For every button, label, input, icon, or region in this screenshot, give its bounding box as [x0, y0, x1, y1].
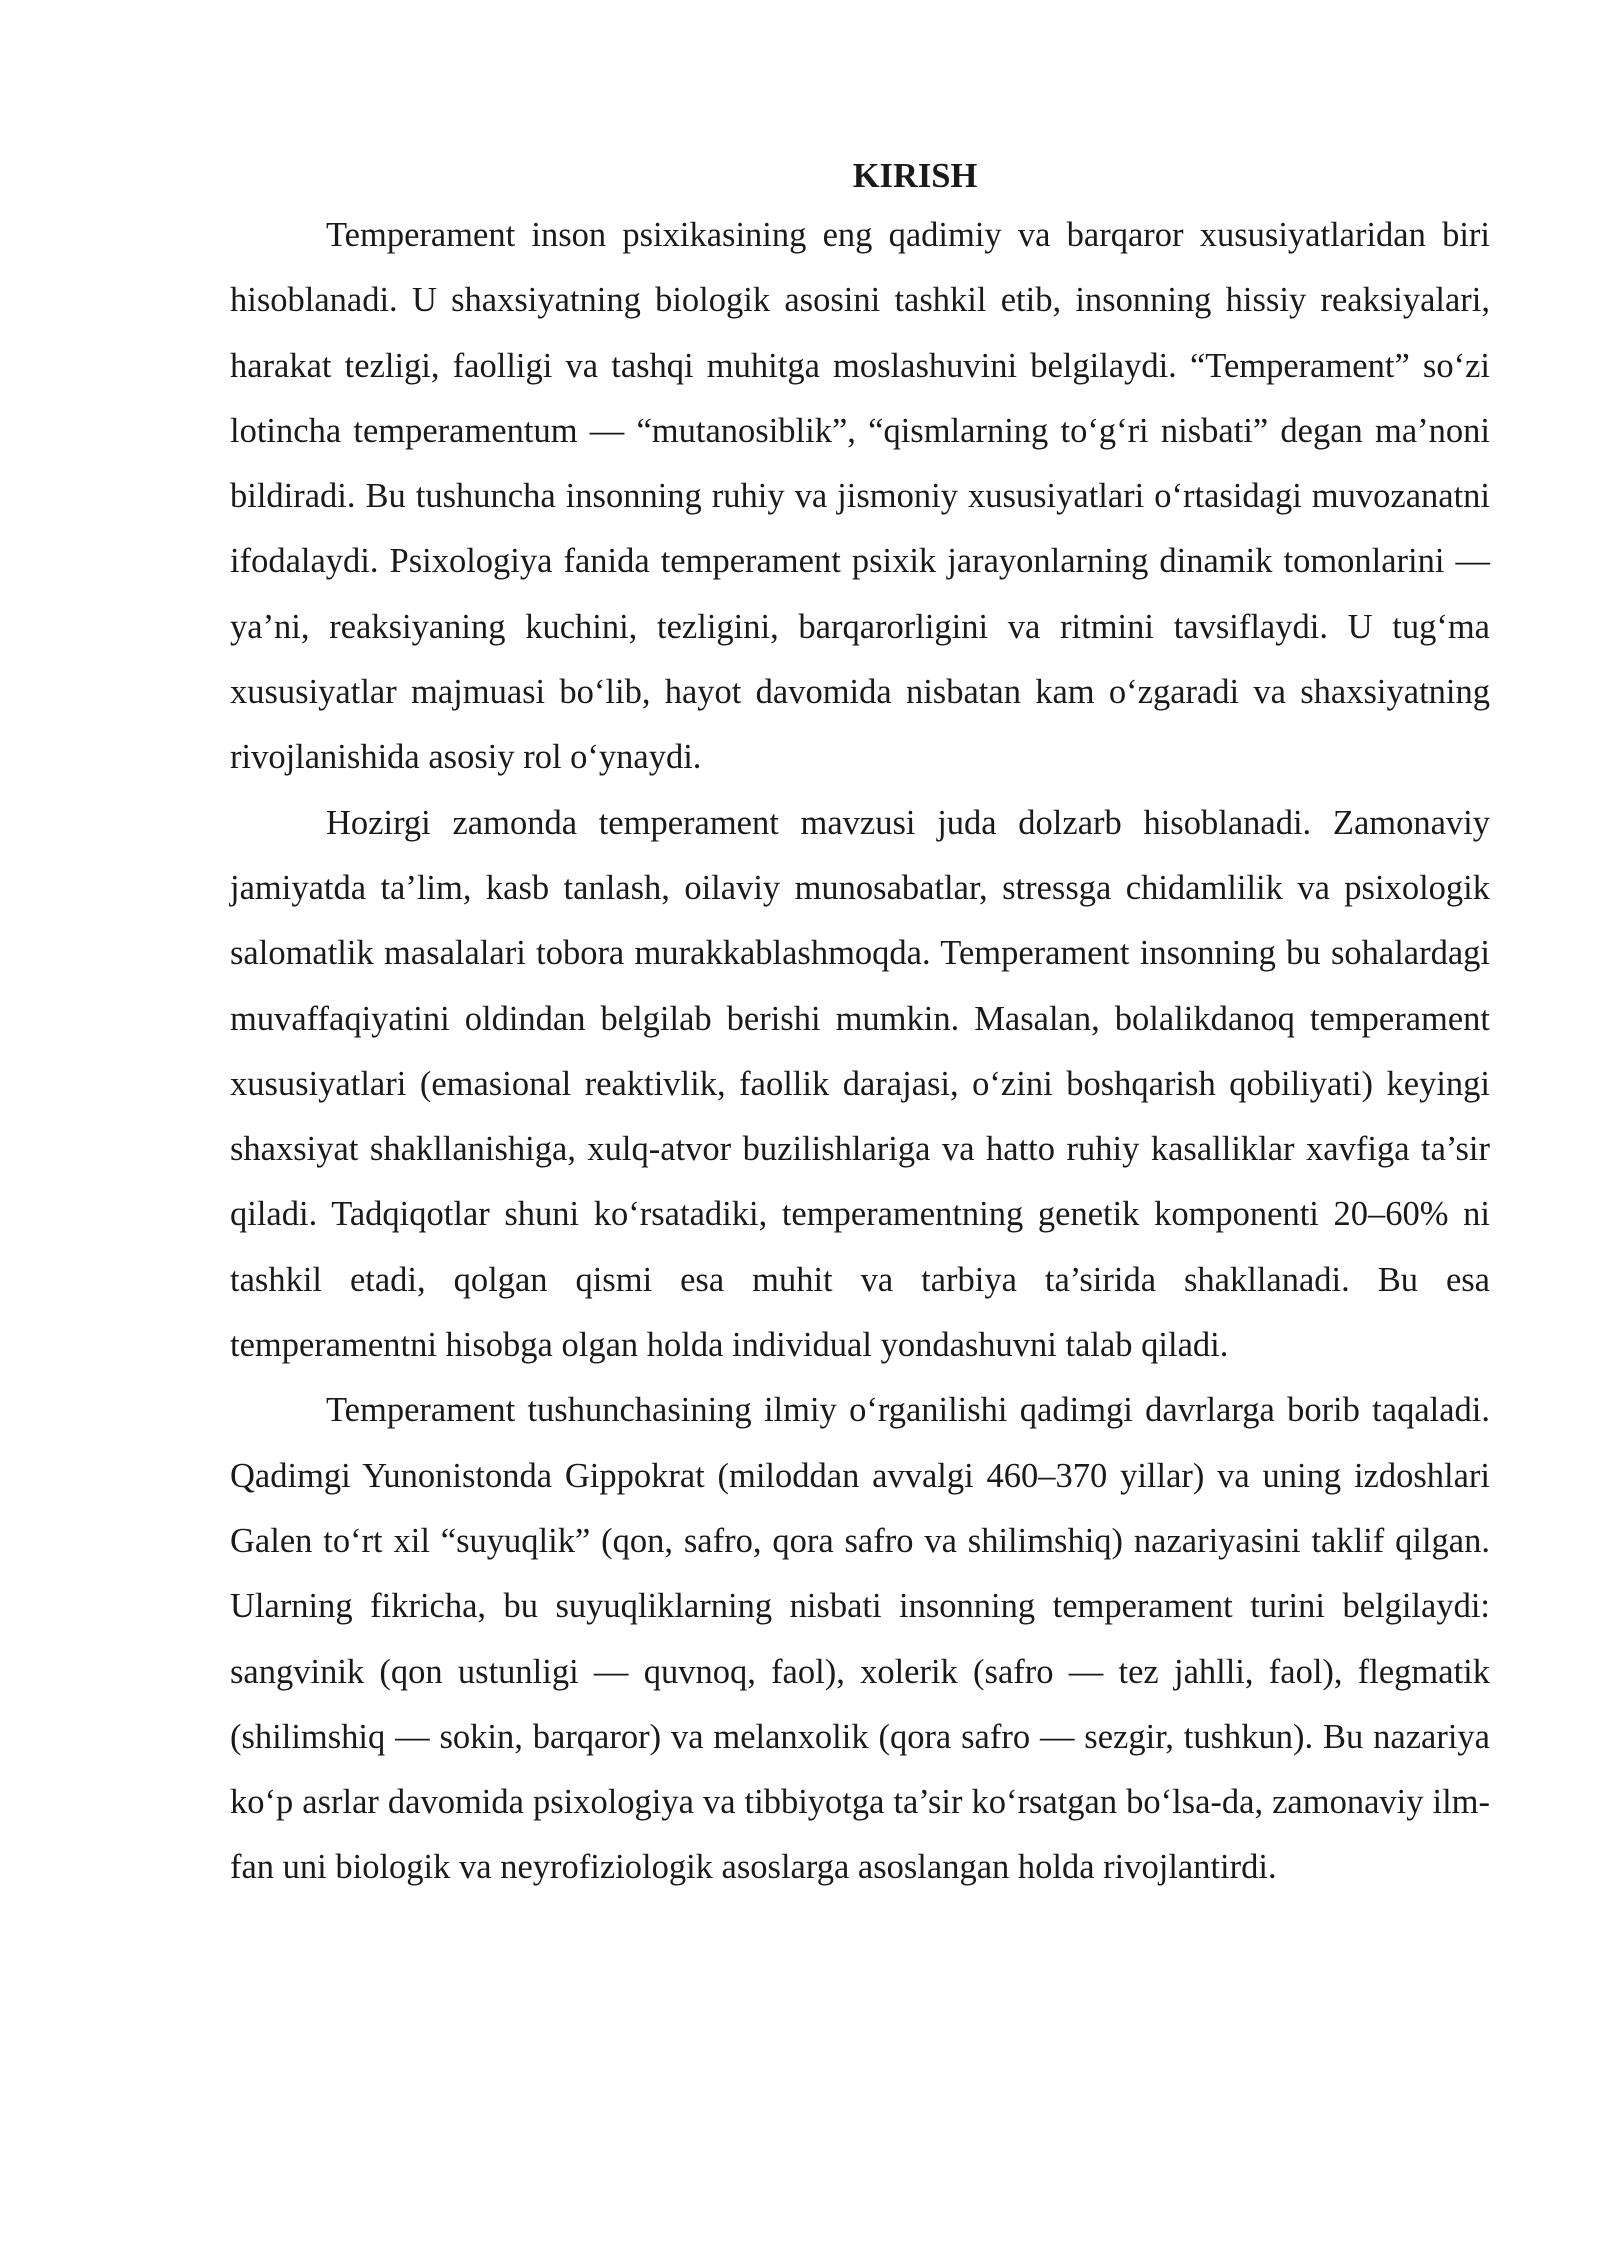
paragraph-1: Temperament inson psixikasining eng qadimiy va barqaror xususiyatlaridan biri hisoblanadi. U shaxsiyatning biologik asosini tashkil etib, insonning hissiy reaksiyalari, harakat tezligi, faolligi va tashqi muhitga moslashuvini belgilaydi. “Temperament” so‘zi lotincha temperamentum — “mutanosiblik”, “qismlarning to‘g‘ri nisbati” degan ma’noni bildiradi. Bu tushuncha insonning ruhiy va jismoniy xususiyatlari o‘rtasidagi muvozanatni ifodalaydi. Psixologiya fanida temperament psixik jarayonlarning dinamik tomonlarini — ya’ni, reaksiyaning kuchini, tezligini, barqarorligini va ritmini tavsiflaydi. U tug‘ma xususiyatlar majmuasi bo‘lib, hayot davomida nisbatan kam o‘zgaradi va shaxsiyatning rivojlanishida asosiy rol o‘ynaydi.: [230, 216, 1490, 777]
document-page: [230, 150, 1490, 1901]
document-title: KIRISH: [852, 157, 978, 195]
paragraph-3: Temperament tushunchasining ilmiy o‘rganilishi qadimgi davrlarga borib taqaladi. Qadimgi Yunonistonda Gippokrat (miloddan avvalgi 460–370 yillar) va uning izdoshlari Galen to‘rt xil “suyuqlik” (qon, safro, qora safro va shilimshiq) nazariyasini taklif qilgan. Ularning fikricha, bu suyuqliklarning nisbati insonning temperament turini belgilaydi: sangvinik (qon ustunligi — quvnoq, faol), xolerik (safro — tez jahlli, faol), flegmatik (shilimshiq — sokin, barqaror) va melanxolik (qora safro — sezgir, tushkun). Bu nazariya ko‘p asrlar davomida psixologiya va tibbiyotga ta’sir ko‘rsatgan bo‘lsa-da, zamonaviy ilm-fan uni biologik va neyrofiziologik asoslarga asoslangan holda rivojlantirdi.: [230, 1391, 1490, 1887]
paragraph-2: Hozirgi zamonda temperament mavzusi juda dolzarb hisoblanadi. Zamonaviy jamiyatda ta’lim, kasb tanlash, oilaviy munosabatlar, stressga chidamlilik va psixologik salomatlik masalalari tobora murakkablashmoqda. Temperament insonning bu sohalardagi muvaffaqiyatini oldindan belgilab berishi mumkin. Masalan, bolalikdanoq temperament xususiyatlari (emasional reaktivlik, faollik darajasi, o‘zini boshqarish qobiliyati) keyingi shaxsiyat shakllanishiga, xulq-atvor buzilishlariga va hatto ruhiy kasalliklar xavfiga ta’sir qiladi. Tadqiqotlar shuni ko‘rsatadiki, temperamentning genetik komponenti 20–60% ni tashkil etadi, qolgan qismi esa muhit va tarbiya ta’sirida shakllanadi. Bu esa temperamentni hisobga olgan holda individual yondashuvni talab qiladi.: [230, 803, 1490, 1365]
